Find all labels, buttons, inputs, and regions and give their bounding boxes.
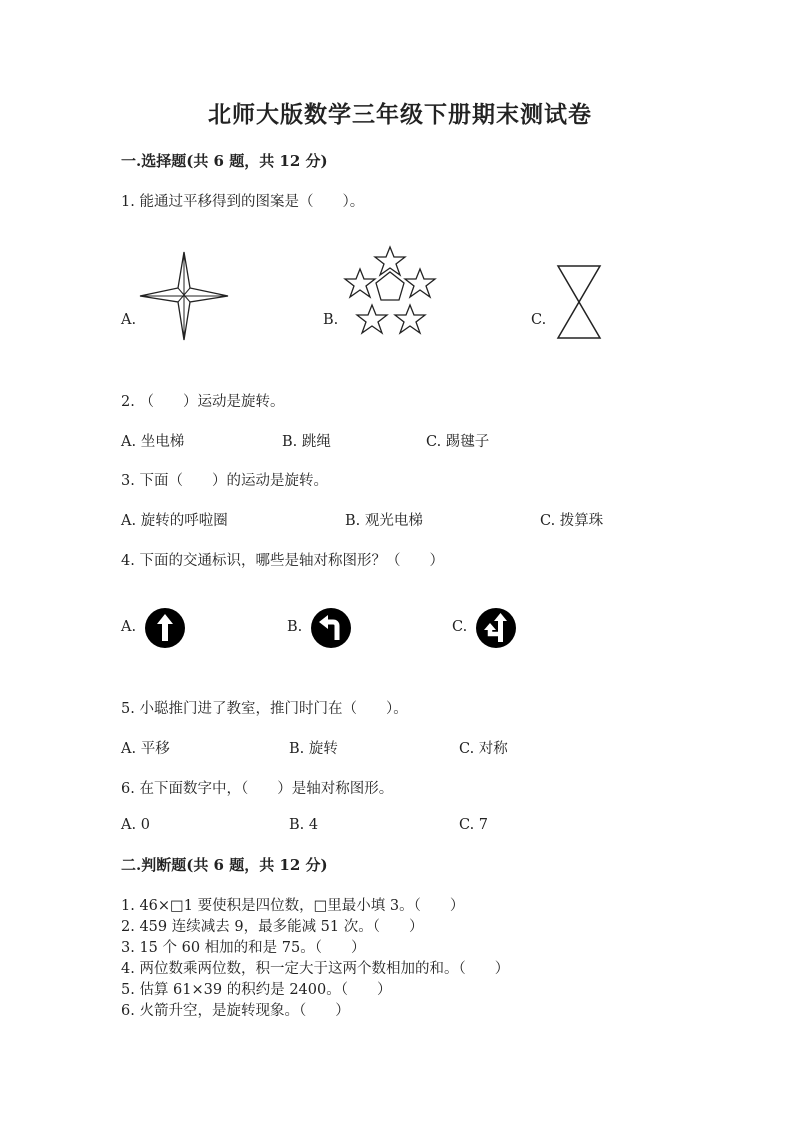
q1-option-c-label: C. xyxy=(531,312,547,328)
q2-option-a: A. 坐电梯 xyxy=(121,434,185,450)
q3-option-b: B. 观光电梯 xyxy=(345,513,423,529)
q2-option-c: C. 踢毽子 xyxy=(426,434,490,450)
q2-option-b: B. 跳绳 xyxy=(282,434,331,450)
q6-option-b: B. 4 xyxy=(289,817,319,833)
judgment-item-6: 6. 火箭升空，是旋转现象。（ ） xyxy=(121,1003,350,1019)
q4-option-a-label: A. xyxy=(121,619,137,635)
q3-option-c: C. 拨算珠 xyxy=(540,513,604,529)
left-turn-sign-icon xyxy=(311,608,351,648)
hourglass-icon xyxy=(555,262,603,342)
q5-option-a: A. 平移 xyxy=(121,741,170,757)
q6-option-a: A. 0 xyxy=(121,817,150,833)
straight-or-left-sign-icon xyxy=(476,608,516,648)
straight-arrow-sign-icon xyxy=(145,608,185,648)
four-point-star-icon xyxy=(138,250,230,342)
judgment-item-1: 1. 46×□1 要使积是四位数，□里最小填 3。（ ） xyxy=(121,898,465,914)
judgment-item-2: 2. 459 连续减去 9，最多能减 51 次。（ ） xyxy=(121,919,424,935)
section-heading-judgment: 二.判断题(共 6 题，共 12 分) xyxy=(121,856,328,874)
q1-option-a-label: A. xyxy=(121,312,137,328)
star-cluster-icon xyxy=(340,244,440,340)
judgment-item-3: 3. 15 个 60 相加的和是 75。（ ） xyxy=(121,940,366,956)
q4-option-c-label: C. xyxy=(452,619,468,635)
question-6: 6. 在下面数字中，（ ）是轴对称图形。 xyxy=(121,781,394,797)
question-5: 5. 小聪推门进了教室，推门时门在（ ）。 xyxy=(121,701,408,717)
q4-option-b-label: B. xyxy=(287,619,303,635)
question-1: 1. 能通过平移得到的图案是（ ）。 xyxy=(121,194,365,210)
judgment-item-4: 4. 两位数乘两位数，积一定大于这两个数相加的和。（ ） xyxy=(121,961,510,977)
q1-option-b-label: B. xyxy=(323,312,339,328)
question-4: 4. 下面的交通标识，哪些是轴对称图形？（ ） xyxy=(121,553,444,569)
page-title: 北师大版数学三年级下册期末测试卷 xyxy=(208,101,592,128)
question-3: 3. 下面（ ）的运动是旋转。 xyxy=(121,473,328,489)
judgment-item-5: 5. 估算 61×39 的积约是 2400。（ ） xyxy=(121,982,392,998)
q6-option-c: C. 7 xyxy=(459,817,489,833)
q5-option-c: C. 对称 xyxy=(459,741,508,757)
question-2: 2. （ ）运动是旋转。 xyxy=(121,394,285,410)
q3-option-a: A. 旋转的呼啦圈 xyxy=(121,513,228,529)
section-heading-choice: 一.选择题(共 6 题，共 12 分) xyxy=(121,152,328,170)
q5-option-b: B. 旋转 xyxy=(289,741,338,757)
